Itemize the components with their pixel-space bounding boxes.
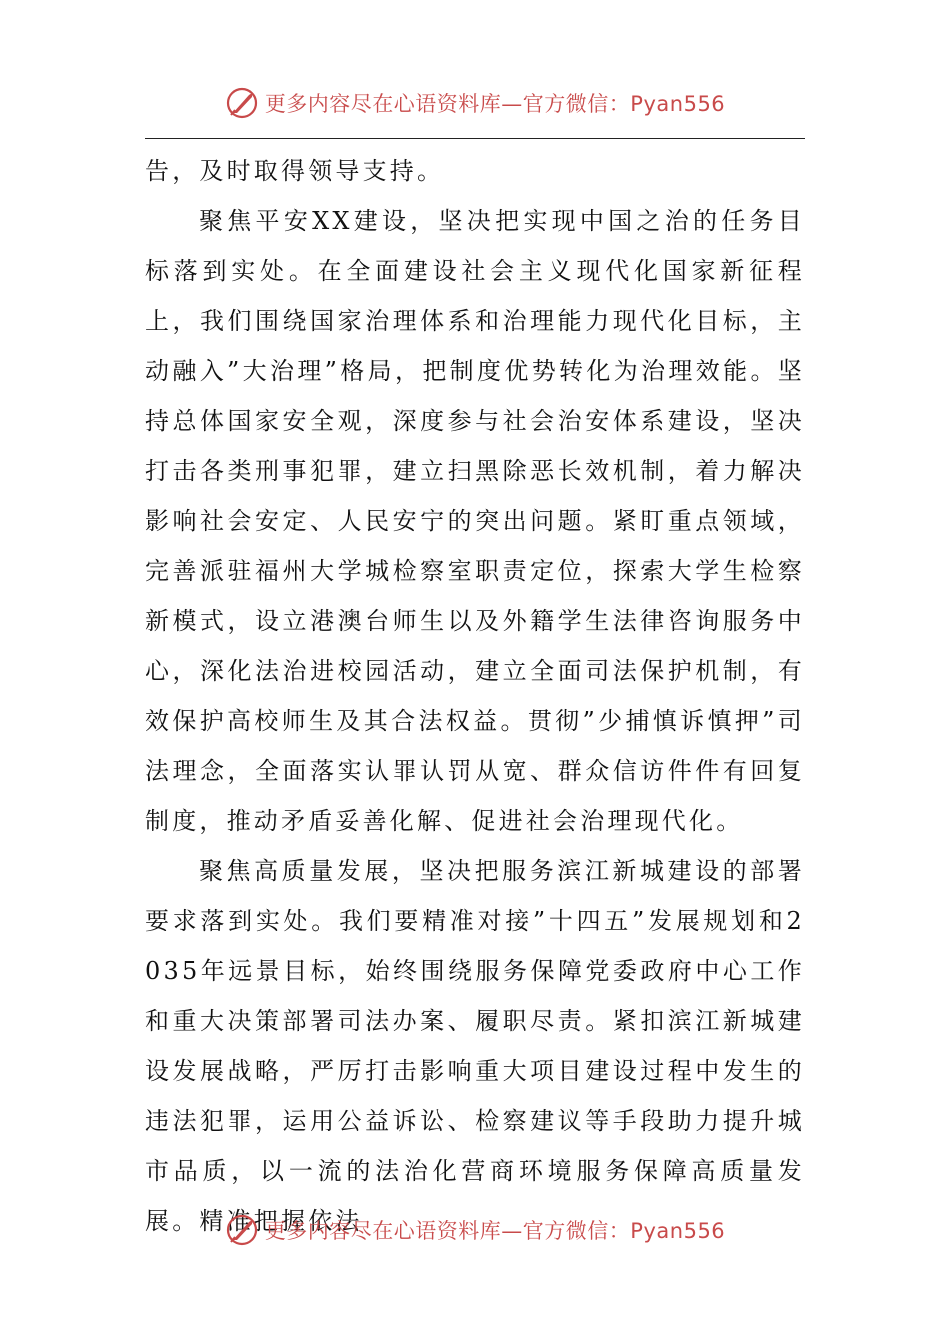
header-rule — [145, 138, 805, 139]
footer-banner — [0, 1210, 950, 1250]
footer-banner-text: 更多内容尽在心语资料库—官方微信：Pyan556 — [264, 1219, 726, 1243]
paragraph-continuation: 告，及时取得领导支持。 — [145, 157, 445, 185]
header-banner-text: 更多内容尽在心语资料库—官方微信：Pyan556 — [264, 92, 726, 116]
document-body — [145, 146, 805, 1246]
paragraph-safety: 聚焦平安XX建设，坚决把实现中国之治的任务目标落到实处。在全面建设社会主义现代化国家新征程上，我们围绕国家治理体系和治理能力现代化目标，主动融入”大治理”格局，把制度优势转化为治理效能。坚持总体国家安全观，深度参与社会治安体系建设，坚决打击各类刑事犯罪，建立扫黑除恶长效机制，着力解决影响社会安定、人民安宁的突出问题。紧盯重点领域，完善派驻福州大学城检察室职责定位，探索大学生检察新模式，设立港澳台师生以及外籍学生法律咨询服务中心，深化法治进校园活动，建立全面司法保护机制，有效保护高校师生及其合法权益。贯彻”少捕慎诉慎押”司法理念，全面落实认罪认罚从宽、群众信访件件有回复制度，推动矛盾妥善化解、促进社会治理现代化。 — [145, 207, 805, 835]
paragraph-development: 聚焦高质量发展，坚决把服务滨江新城建设的部署要求落到实处。我们要精准对接”十四五”发展规划和2035年远景目标，始终围绕服务保障党委政府中心工作和重大决策部署司法办案、履职尽责。紧扣滨江新城建设发展战略，严厉打击影响重大项目建设过程中发生的违法犯罪，运用公益诉讼、检察建议等手段助力提升城市品质，以一流的法治化营商环境服务保障高质量发展。精准把握依法 — [145, 857, 805, 1235]
quill-logo-icon — [225, 1213, 259, 1247]
quill-logo-icon — [225, 86, 259, 120]
header-banner — [0, 83, 950, 123]
